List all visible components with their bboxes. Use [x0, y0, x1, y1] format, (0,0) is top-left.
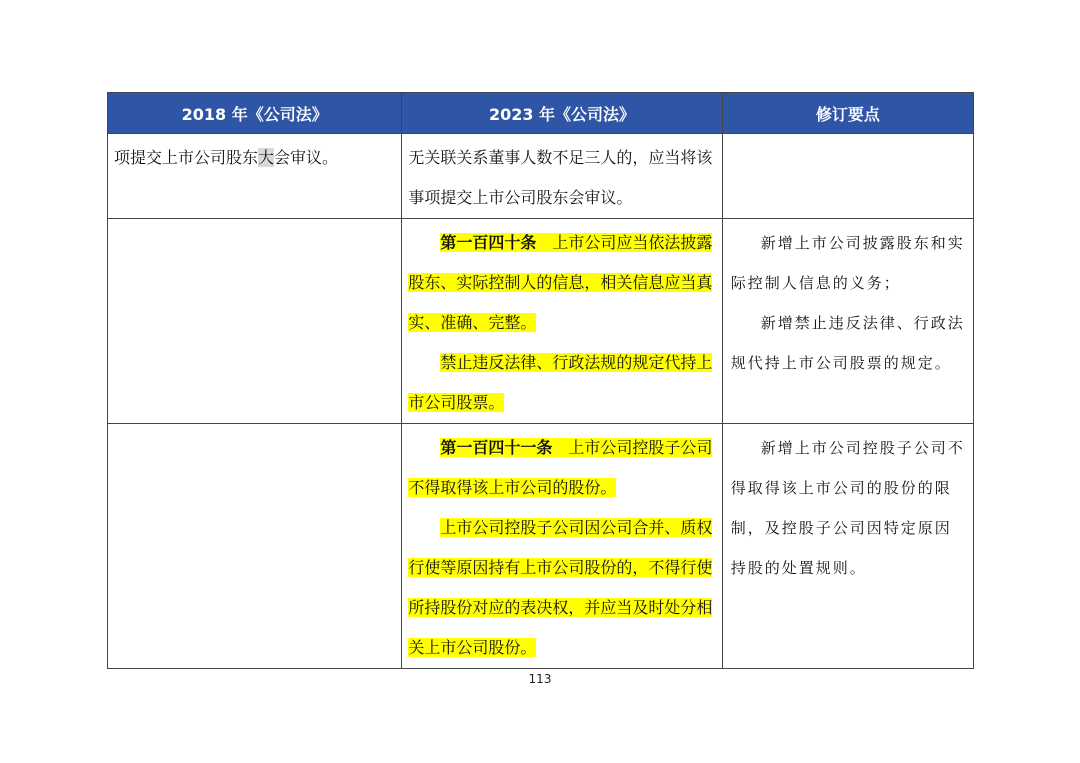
table-row: [108, 219, 974, 424]
article-paragraph: 上市公司控股子公司因公司合并、质权行使等原因持有上市公司股份的，不得行使所持股份对应的表决权，并应当及时处分相关上市公司股份。: [408, 518, 713, 657]
new-law-cell: [402, 134, 722, 219]
table-header-row: [108, 93, 974, 134]
old-law-text-after: 会审议。: [274, 148, 339, 167]
article-number: 第一百四十条: [440, 233, 537, 252]
revision-note-cell: [722, 424, 973, 669]
header-2018-law: 2018 年《公司法》: [108, 93, 402, 134]
revision-note-paragraph: 新增禁止违反法律、行政法规代持上市公司股票的规定。: [730, 314, 965, 372]
article-text: 上市公司控股子公司不得取得该上市公司的股份。: [408, 438, 713, 497]
new-law-cell: [402, 424, 722, 669]
old-law-cell: [108, 134, 402, 219]
table-row: [108, 424, 974, 669]
new-law-cell: [402, 219, 722, 424]
old-law-text-before: 项提交上市公司股东: [114, 148, 259, 167]
header-revision-points: 修订要点: [722, 93, 973, 134]
old-law-cell: [108, 219, 402, 424]
header-2023-law: 2023 年《公司法》: [402, 93, 722, 134]
law-comparison-table: [107, 92, 974, 669]
article-paragraph: 禁止违反法律、行政法规的规定代持上市公司股票。: [408, 353, 713, 412]
page-number: 113: [528, 672, 552, 686]
table-row: [108, 134, 974, 219]
revision-note-cell: [722, 134, 973, 219]
revision-note-paragraph: 新增上市公司披露股东和实际控制人信息的义务；: [730, 234, 965, 292]
revision-note-paragraph: 新增上市公司控股子公司不得取得该上市公司的股份的限制，及控股子公司因特定原因持股的处置规则。: [730, 439, 965, 577]
old-law-cell: [108, 424, 402, 669]
article-number: 第一百四十一条: [440, 438, 553, 457]
old-law-text-marked: 大: [258, 148, 275, 167]
article-text: 上市公司应当依法披露股东、实际控制人的信息，相关信息应当真实、准确、完整。: [408, 233, 713, 332]
revision-note-cell: [722, 219, 973, 424]
new-law-text: 无关联关系董事人数不足三人的，应当将该事项提交上市公司股东会审议。: [408, 148, 713, 207]
